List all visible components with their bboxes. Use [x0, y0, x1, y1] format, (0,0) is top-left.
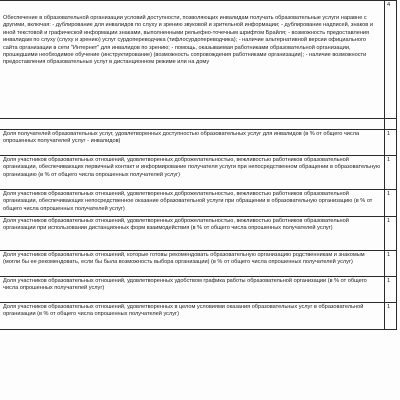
table-row [0, 119, 397, 130]
criterion-value: 1 [385, 156, 397, 190]
criterion-text: Доля участников образовательных отношений, удовлетворенных доброжелательностью, вежливостью работников образовательной организации, обеспечивающих непосредственное оказание образовательной услуги при обращении в образовательную организацию (в % от общего числа опрошенных получателей услуг) [0, 190, 385, 217]
criterion-text: Доля участников образовательных отношений, удовлетворенных удобством графика работы образовательной организации (в % от общего числа опрошенных получателей услуг) [0, 277, 385, 303]
criterion-text: Доля участников образовательных отношений, удовлетворенных доброжелательностью, вежливостью работников образовательной организации, обеспечивающих первичный контакт и информирование получателя услуги при непосредственном обращении в образовательную организацию (в % от общего числа опрошенных получателей услуг) [0, 156, 385, 190]
criterion-text: Доля участников образовательных отношений, удовлетворенных в целом условиями оказания образовательных услуг в образовательной организации (в % от общего числа опрошенных получателей услуг) [0, 303, 385, 330]
criterion-value: 1 [385, 303, 397, 330]
table-row [0, 277, 397, 303]
criterion-text: Доля участников образовательных отношений, удовлетворенных доброжелательностью, вежливостью работников образовательной организации при использовании дистанционных форм взаимодействия (в % от общего числа опрошенных получателей услуг) [0, 217, 385, 251]
criterion-text [0, 119, 385, 130]
table-row [0, 251, 397, 277]
criterion-text: Доля получателей образовательных услуг, удовлетворенных доступностью образовательных услуг для инвалидов (в % от общего числа опрошенных получателей услуг - инвалидов) [0, 130, 385, 156]
table-row [0, 217, 397, 251]
table-row [0, 1, 397, 119]
criterion-value [385, 119, 397, 130]
table-row [0, 156, 397, 190]
table-row [0, 190, 397, 217]
criterion-text: Доля участников образовательных отношений, которые готовы рекомендовать образовательную организацию родственникам и знакомым (могли бы ее рекомендовать, если бы была возможность выбора организации) (в % от общего числа опрошенных получателей услуг) [0, 251, 385, 277]
criterion-value: 1 [385, 277, 397, 303]
criterion-value: 1 [385, 217, 397, 251]
criterion-value: 1 [385, 190, 397, 217]
criterion-value: 1 [385, 130, 397, 156]
criterion-value: 1 [385, 251, 397, 277]
table-row [0, 130, 397, 156]
criterion-text: Обеспечение в образовательной организации условий доступности, позволяющих инвалидам получать образовательные услуги наравне с другими, включая: - дублирование для инвалидов по слуху и зрению звуковой и зрительной информации; - дублирование надписей, знаков и иной текстовой и графической информации знаками, выполненными рельефно-точечным шрифтом Брайля; - возможность предоставления инвалидам по слуху (слуху и зрению) услуг сурдопереводчика (тифлосурдопереводчика); - наличие альтернативной версии официального сайта организации в сети "Интернет" для инвалидов по зрению; - помощь, оказываемая работниками образовательной организации, прошедшими необходимое обучение (инструктирование) (возможность сопровождения работниками организации); - наличие возможности предоставления образовательных услуг в дистанционном режиме или на дому [0, 1, 385, 119]
criterion-value: 4 [385, 1, 397, 119]
table-row [0, 303, 397, 330]
